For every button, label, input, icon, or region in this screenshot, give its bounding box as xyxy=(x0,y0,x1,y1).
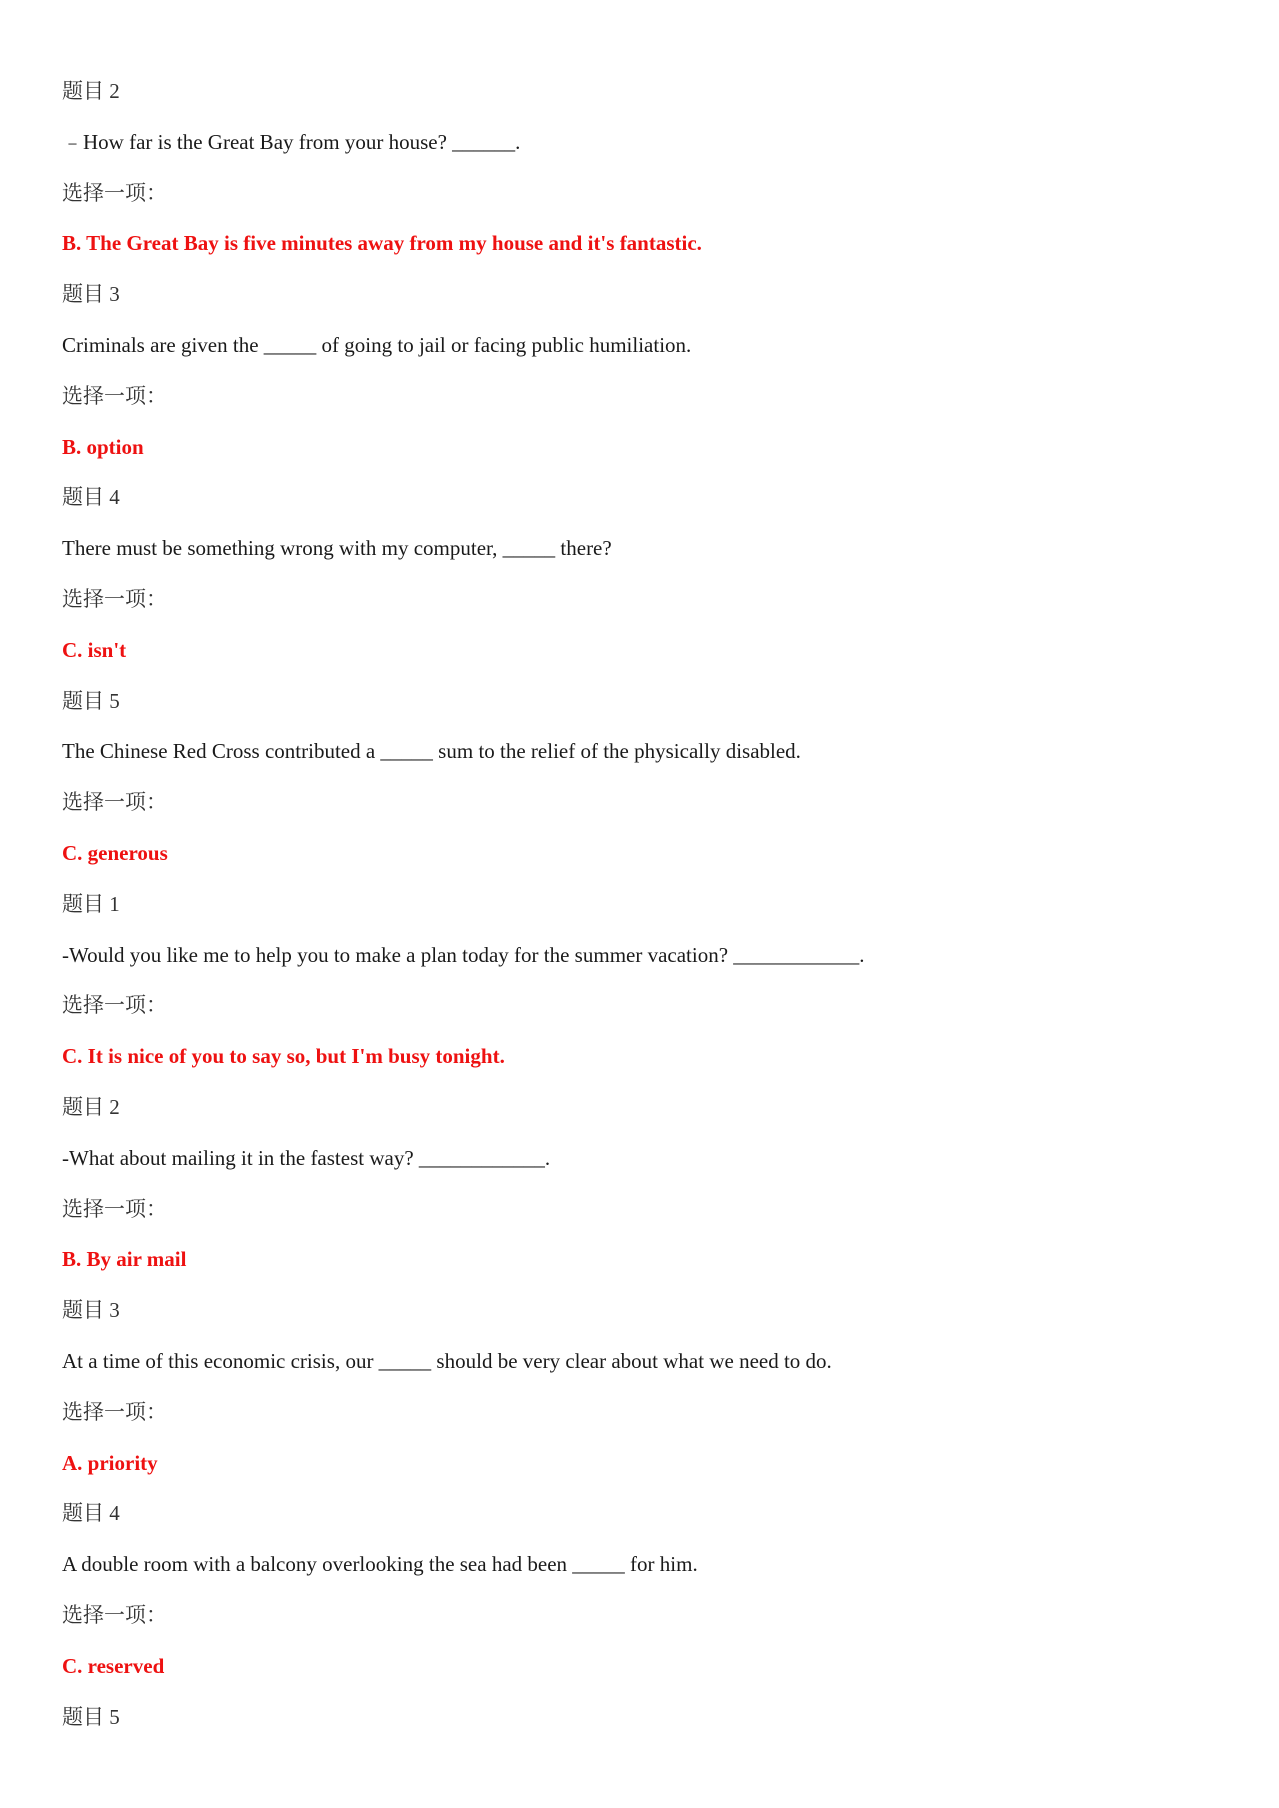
correct-answer: A. priority xyxy=(62,1450,158,1475)
question-number: 题目 1 xyxy=(62,891,120,916)
correct-answer: C. isn't xyxy=(62,637,127,662)
question-item xyxy=(62,1488,1212,1691)
question-number: 题目 5 xyxy=(62,688,120,713)
choose-one-prompt: 选择一项： xyxy=(62,790,167,815)
question-item xyxy=(62,1082,1212,1285)
question-number: 题目 2 xyxy=(62,1094,120,1119)
question-text: Criminals are given the _____ of going to jail or facing public humiliation. xyxy=(62,332,692,357)
choose-one-prompt: 选择一项： xyxy=(62,383,167,408)
correct-answer: B. By air mail xyxy=(62,1247,187,1272)
choose-one-prompt: 选择一项： xyxy=(62,1399,167,1424)
question-item xyxy=(62,1285,1212,1488)
question-item xyxy=(62,676,1212,879)
question-text: A double room with a balcony overlooking the sea had been _____ for him. xyxy=(62,1552,698,1577)
question-number: 题目 2 xyxy=(62,79,120,103)
choose-one-prompt: 选择一项： xyxy=(62,1602,167,1627)
question-text: The Chinese Red Cross contributed a _____ sum to the relief of the physically disabled. xyxy=(62,739,801,764)
question-list xyxy=(62,66,1212,1742)
correct-answer: C. It is nice of you to say so, but I'm busy tonight. xyxy=(62,1044,505,1069)
choose-one-prompt: 选择一项： xyxy=(62,586,167,611)
correct-answer: B. The Great Bay is five minutes away from my house and it's fantastic. xyxy=(62,231,702,256)
choose-one-prompt: 选择一项： xyxy=(62,993,167,1018)
question-number: 题目 3 xyxy=(62,1298,120,1323)
choose-one-prompt: 选择一项： xyxy=(62,180,167,205)
choose-one-prompt: 选择一项： xyxy=(62,1196,167,1221)
question-number: 题目 4 xyxy=(62,1501,120,1526)
question-item xyxy=(62,879,1212,1082)
question-text: At a time of this economic crisis, our _____ should be very clear about what we need to do. xyxy=(62,1348,832,1373)
correct-answer: C. generous xyxy=(62,840,168,865)
question-number: 题目 3 xyxy=(62,282,120,307)
correct-answer: C. reserved xyxy=(62,1653,165,1678)
question-text: There must be something wrong with my computer, _____ there? xyxy=(62,536,612,561)
question-item xyxy=(62,269,1212,472)
question-number: 题目 5 xyxy=(62,1704,120,1729)
question-text: -What about mailing it in the fastest way? ____________. xyxy=(62,1145,551,1170)
question-item xyxy=(62,472,1212,675)
question-number: 题目 4 xyxy=(62,485,120,510)
question-item xyxy=(62,66,1212,269)
question-text: ﹣How far is the Great Bay from your house? ______. xyxy=(62,129,521,154)
question-text: -Would you like me to help you to make a plan today for the summer vacation? ____________. xyxy=(62,942,865,967)
correct-answer: B. option xyxy=(62,434,144,459)
